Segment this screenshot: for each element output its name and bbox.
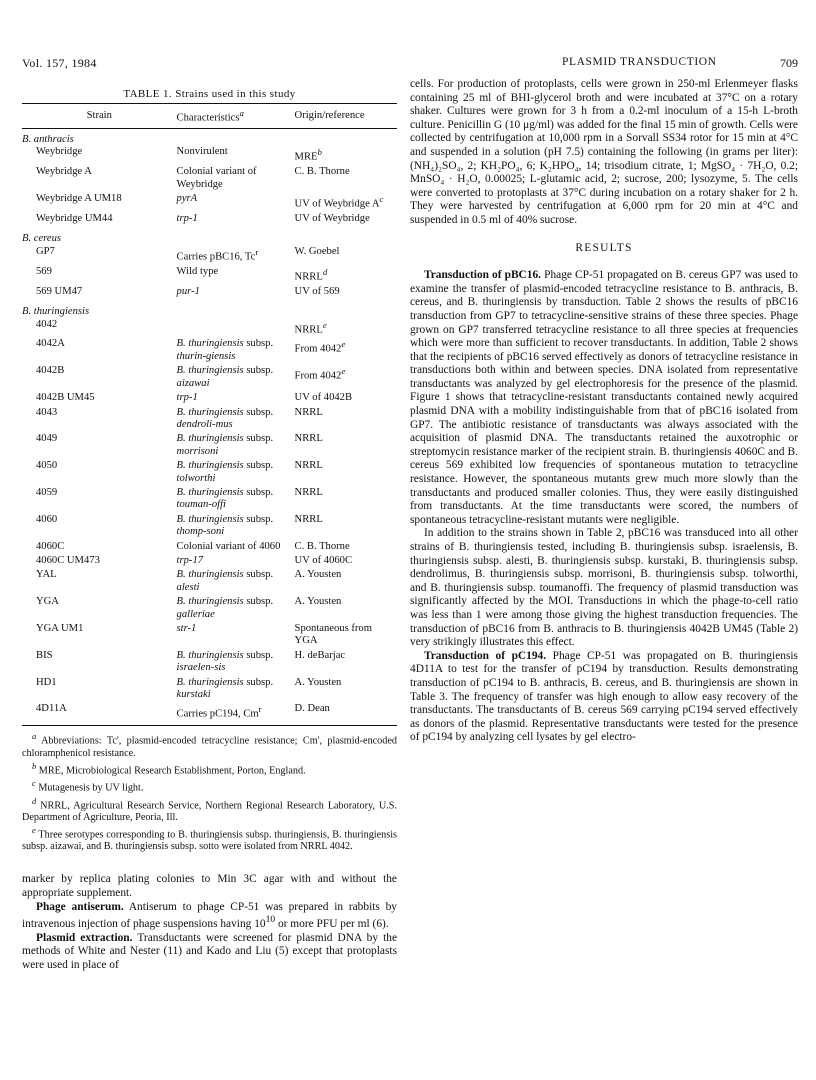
table-row <box>22 460 397 487</box>
table-footnotes <box>22 730 397 853</box>
continued-paragraph: marker by replica plating colonies to Min 3C agar with and without the appropriate supplement. <box>22 873 397 899</box>
origin-cell: NRRL$^e$ <box>294 319 327 336</box>
origin-cell: NRRL <box>294 460 323 472</box>
journal-volume: Vol. 157, 1984 <box>22 56 97 70</box>
table-genus-row <box>22 227 397 245</box>
strains-table <box>22 103 397 726</box>
strain-cell: Weybridge UM44 <box>36 213 113 225</box>
right-column <box>410 78 798 745</box>
strain-cell: Weybridge A <box>36 166 92 178</box>
strain-cell: 4042 <box>36 318 58 330</box>
table-row <box>22 541 397 555</box>
table-row <box>22 319 397 339</box>
origin-cell: MRE$^b$ <box>294 147 322 163</box>
table-row <box>22 623 397 650</box>
column-header-origin: Origin/reference <box>295 104 397 129</box>
characteristics-cell: pur-1 <box>176 285 200 297</box>
origin-cell: NRRL <box>294 433 323 445</box>
strain-cell: YAL <box>36 569 57 581</box>
characteristics-cell: B. thuringiensis subsp. aizawai <box>176 365 274 389</box>
characteristics-cell: B. thuringiensis subsp. alesti <box>176 569 274 593</box>
running-title: PLASMID TRANSDUCTION <box>562 56 717 68</box>
origin-cell: C. B. Thorne <box>294 540 350 552</box>
strain-cell: 4060C <box>36 540 65 552</box>
column-header-characteristics: Characteristics$^a$ <box>177 104 295 129</box>
protoplast-paragraph: cells. For production of protoplasts, cells were grown in 250-ml Erlenmeyer flasks containing 25 ml of BHI-glycerol broth and were incubated at 37°C on a rotary shaker. Cultures were grown for 3 h from a 0.2-ml inoculum of a 15-h L-broth culture. Penicillin G (10 μg/ml) was added for the final 15 min of growth. Cells were collected by centrifugation at 10,000 rpm in a Sorvall SS34 rotor for 15 min at 4°C and suspended in a solution (pH 7.5) containing the following (in grams per liter): (NH₄)₂SO₄, 2; KH₂PO₄, 6; K₂HPO₄, 14; trisodium citrate, 1; MgSO₄ · 7H₂O, 0.2; MnSO₄ · H₂O, 0.00025; L-glutamic acid, 2; sucrose, 200; lysozyme, 5. The cells were converted to protoplasts at 37°C during incubation on a rotary shaker for 2 h. They were harvested by centrifugation at 6,000 rpm for 20 min at 4°C and suspended in 0.5 ml of 40% sucrose. <box>410 78 798 226</box>
pbc16-paragraph: Transduction of pBC16. Phage CP-51 propagated on B. cereus GP7 was used to examine the transfer of plasmid-encoded tetracycline resistance to B. anthracis, B. cereus, and B. thuringiensis by transduction. Table 2 shows the results of pBC16 transduction from GP7 to tetracycline-sensitive strains of these three species. Phage grown on GP7 transferred tetracycline resistance to all three species at frequencies which were more than sufficient to recover transductants. In addition, Table 2 shows that the recipients of pBC16 served effectively as donors of tetracycline resistance in transductions both within and between species. DNA isolated from representative transductants was analyzed by gel electrophoresis for the presence of the plasmid. Figure 1 shows that tetracycline-resistant transductants contained newly acquired plasmid DNA with a mobility indistinguishable from that of pBC16 isolated from GP7. The antibiotic resistance of transductants was always associated with the acquisition of plasmid DNA. The transductants retained the auxotrophic or streptomycin resistance marker of the recipient strain. B. thuringiensis 4060C and B. cereus 569 exhibited low frequencies of spontaneous mutation to tetracycline resistance. However, the spontaneous mutants grew much more slowly than the transductants and produced smaller colonies. Thus, they were easily distinguished from transductants. At the time transductants were scored, the numbers of spontaneous tetracycline-resistant mutants were negligible. <box>410 269 798 526</box>
strain-cell: 4D11A <box>22 703 177 725</box>
table-caption: TABLE 1. Strains used in this study <box>123 88 296 100</box>
table-row <box>22 487 397 514</box>
table-row <box>22 433 397 460</box>
table-row <box>22 569 397 596</box>
pbc16-heading: Transduction of pBC16. <box>424 269 542 282</box>
strain-cell: Weybridge <box>36 146 83 158</box>
characteristics-cell: B. thuringiensis subsp. morrisoni <box>176 433 274 457</box>
origin-cell: W. Goebel <box>294 245 340 257</box>
characteristics-cell: B. thuringiensis subsp. thurin-giensis <box>176 338 274 362</box>
pc194-heading: Transduction of pC194. <box>424 649 547 662</box>
strain-cell: BIS <box>36 649 53 661</box>
strain-cell: 4050 <box>36 460 58 472</box>
origin-cell: H. deBarjac <box>294 649 346 661</box>
footnote: $^e$ Three serotypes corresponding to B. thuringiensis subsp. thuringiensis, B. thuringiensis subsp. aizawai, and B. thuringiensis subsp. sotto were isolated from NRRL 4042. <box>22 824 397 853</box>
origin-cell: Spontaneous from YGA <box>294 623 372 647</box>
table-genus-row <box>22 300 397 318</box>
strain-cell: YGA <box>36 596 59 608</box>
table-row <box>22 213 397 227</box>
page-number: 709 <box>780 56 798 70</box>
origin-cell: UV of 569 <box>294 285 340 297</box>
characteristics-cell: B. thuringiensis subsp. tolworthi <box>176 460 274 484</box>
origin-cell: UV of 4042B <box>294 392 353 404</box>
origin-cell: UV of 4060C <box>294 554 353 566</box>
origin-cell: NRRL <box>294 513 323 525</box>
strain-cell: 4042A <box>36 338 65 350</box>
table-row <box>22 392 397 406</box>
table-row <box>22 555 397 569</box>
characteristics-cell <box>177 319 295 339</box>
table-row <box>22 703 397 725</box>
origin-cell: UV of Weybridge <box>294 213 370 225</box>
strain-cell: 4059 <box>36 486 58 498</box>
origin-cell: A. Yousten <box>294 569 342 581</box>
section-title-results: RESULTS <box>575 241 633 254</box>
plasmid-extraction-paragraph: Plasmid extraction. Transductants were screened for plasmid DNA by the methods of White and Nester (11) and Kado and Liu (5) except that protoplasts were used in place of <box>22 931 397 971</box>
characteristics-cell: Carries pBC16, Tc$^r$ <box>176 246 259 263</box>
table-header-row <box>22 104 397 129</box>
table-row <box>22 166 397 193</box>
table-row <box>22 677 397 704</box>
footnote: $^d$ NRRL, Agricultural Research Service, Northern Regional Research Laboratory, U.S. Department of Agriculture, Peoria, Ill. <box>22 795 397 823</box>
strain-cell: 4060C UM473 <box>36 554 100 566</box>
characteristics-cell: Wild type <box>176 265 219 277</box>
table-row <box>22 407 397 434</box>
characteristics-cell: B. thuringiensis subsp. touman-offi <box>176 486 274 511</box>
strain-cell: 569 UM47 <box>36 285 83 297</box>
characteristics-cell: str-1 <box>176 623 197 634</box>
origin-cell: From 4042e <box>294 339 346 355</box>
left-body-text <box>22 873 397 972</box>
strain-cell: Weybridge A UM18 <box>36 193 122 205</box>
characteristics-cell: B. thuringiensis subsp. galleriae <box>176 596 274 620</box>
genus-label: B. cereus <box>22 233 62 245</box>
origin-cell: C. B. Thorne <box>294 166 350 178</box>
characteristics-cell: Colonial variant of 4060 <box>176 540 281 552</box>
page-header <box>22 56 798 74</box>
antiserum-heading: Phage antiserum. <box>36 900 124 913</box>
table-row <box>22 338 397 365</box>
characteristics-cell: trp-1 <box>176 392 198 404</box>
table-body <box>22 128 397 725</box>
strain-cell: HD1 <box>36 676 57 688</box>
footnote: $^a$ Abbreviations: Tc', plasmid-encoded tetracycline resistance; Cm', plasmid-encoded chloramphenicol resistance. <box>22 731 397 759</box>
origin-cell: UV of Weybridge $A^c$ <box>294 194 384 210</box>
strain-cell: 4049 <box>36 433 58 445</box>
strain-cell: 569 <box>36 265 52 277</box>
strains-paragraph: In addition to the strains shown in Table 2, pBC16 was transduced into all other strains of B. thuringiensis tested, including B. thuringiensis subsp. israelensis, B. thuringiensis subsp. alesti, B. thuringiensis subsp. kurstaki, B. thuringiensis subsp. dendrolimus, B. thuringiensis subsp. morrisoni, B. thuringiensis subsp. tolworthi, and B. thuringiensis subsp. toumanoffi. The frequency of plasmid transduction was significantly affected by the MOI. Transductions in which the phage-to-cell ratio was less than 1 were among those giving the highest transduction frequencies. The transduction of pBC16 from B. anthracis to B. thuringiensis 4042B UM45 (Table 2) very strikingly illustrates this effect. <box>410 527 798 649</box>
plasmid-extraction-heading: Plasmid extraction. <box>36 931 133 944</box>
characteristics-cell: B. thuringiensis subsp. dendroli-mus <box>176 406 274 430</box>
table-row <box>22 596 397 623</box>
table-row <box>22 146 397 166</box>
antiserum-paragraph: Phage antiserum. Antiserum to phage CP-51 was prepared in rabbits by intravenous injection of phage suspensions having $10^{10}$ or more PFU per ml (6). <box>22 900 397 930</box>
characteristics-cell: trp-1 <box>176 213 198 225</box>
origin-cell: A. Yousten <box>294 596 342 608</box>
table-row <box>22 650 397 677</box>
strain-cell: 4060 <box>36 513 58 525</box>
origin-cell: From 4042e <box>294 366 346 382</box>
footnote: $^c$ Mutagenesis by UV light. <box>32 778 144 794</box>
pc194-paragraph: Transduction of pC194. Phage CP-51 was propagated on B. thuringiensis 4D11A to test for the transfer of pC194 by transduction. Results demonstrating transduction of pC194 to B. anthracis, B. cereus, and B. thuringiensis are shown in Table 3. The frequency of transfer was high enough to allow easy recovery of the transductants. The transductants of B. cereus 569 carrying pC194 served effectively as donors of the plasmid. Representative transductants were tested for the presence of pC194 by analyzing cell lysates by gel electro- <box>410 649 798 744</box>
origin-cell: D. Dean <box>295 703 397 725</box>
characteristics-cell: B. thuringiensis subsp. israelen-sis <box>176 649 274 674</box>
column-header-strain: Strain <box>22 104 177 129</box>
table-row <box>22 266 397 286</box>
strain-cell: 4042B UM45 <box>36 392 95 404</box>
characteristics-cell: pyrA <box>176 193 198 205</box>
origin-cell: NRRL <box>294 486 323 498</box>
characteristics-cell: B. thuringiensis subsp. thomp-soni <box>176 513 274 538</box>
genus-label: B. anthracis <box>22 133 74 145</box>
left-column <box>22 88 397 972</box>
genus-label: B. thuringiensis <box>22 306 90 318</box>
origin-cell: NRRL$^d$ <box>294 266 328 283</box>
characteristics-cell: Colonial variant of Weybridge <box>176 166 257 190</box>
origin-cell: A. Yousten <box>294 676 342 688</box>
strain-cell: YGA UM1 <box>36 623 84 634</box>
origin-cell: NRRL <box>294 406 323 418</box>
table-row <box>22 246 397 266</box>
strain-cell: GP7 <box>36 245 55 257</box>
characteristics-cell: B. thuringiensis subsp. kurstaki <box>176 676 274 701</box>
table-row <box>22 286 397 300</box>
characteristics-cell: Nonvirulent <box>176 146 228 158</box>
table-row <box>22 193 397 213</box>
characteristics-cell: trp-17 <box>176 554 204 566</box>
footnote: $^b$ MRE, Microbiological Research Establishment, Porton, England. <box>32 760 306 777</box>
strain-cell: 4043 <box>36 406 58 418</box>
table-row <box>22 514 397 541</box>
characteristics-cell: Carries pC194, Cm$^r$ <box>177 703 295 725</box>
table-genus-row <box>22 128 397 146</box>
strain-cell: 4042B <box>36 365 65 377</box>
table-row <box>22 365 397 392</box>
